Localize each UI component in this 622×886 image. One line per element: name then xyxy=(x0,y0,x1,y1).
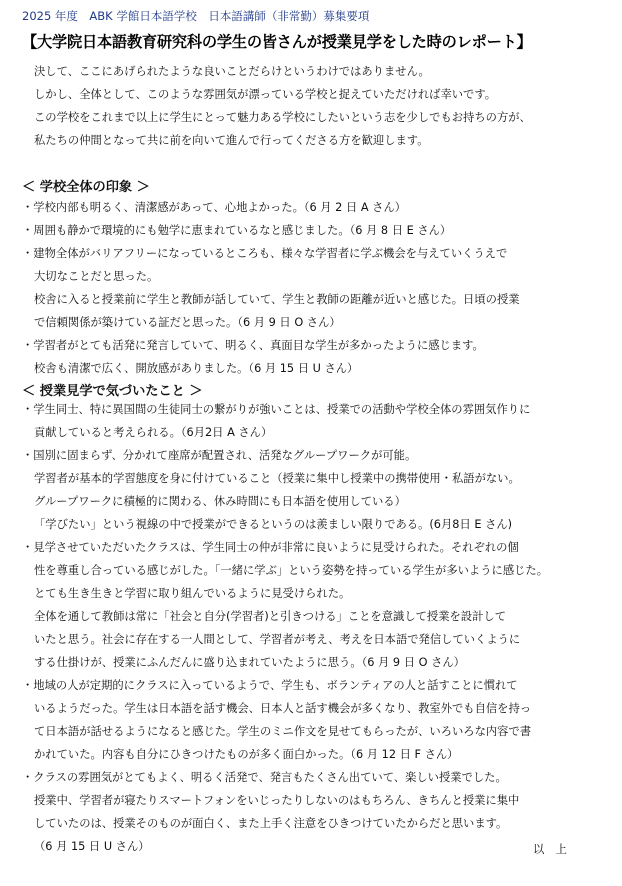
report-line: 全体を通して教師は常に「社会と自分(学習者)と引きつける」ことを意識して授業を設計して xyxy=(34,610,506,623)
report-line: で信頼関係が築けている証だと思った。（6 月 9 日 O さん） xyxy=(34,316,341,329)
report-line: グループワークに積極的に関わる、休み時間にも日本語を使用している） xyxy=(34,495,406,508)
report-line: 校舎も清潔で広く、開放感がありました。（6 月 15 日 U さん） xyxy=(34,362,359,375)
report-title: 【大学院日本語教育研究科の学生の皆さんが授業見学をした時のレポート】 xyxy=(22,33,532,51)
report-line: 「学びたい」という視線の中で授業ができるというのは羨ましい限りである。(6月8日 E さん) xyxy=(34,518,513,531)
report-line: 校舎に入ると授業前に学生と教師が話していて、学生と教師の距離が近いと感じた。日頃の授業 xyxy=(34,293,520,306)
signoff: 以 上 xyxy=(533,843,567,856)
report-line: いるようだった。学生は日本語を話す機会、日本人と話す機会が多くなり、教室外でも自信を持っ xyxy=(34,702,532,715)
intro-line: この学校をこれまで以上に学生にとって魅力ある学校にしたいという志を少しでもお持ちの方が、 xyxy=(34,111,531,124)
report-line: ・国別に固まらず、分かれて座席が配置され、活発なグループワークが可能。 xyxy=(22,449,417,462)
report-line: かれていた。内容も自分にひきつけたものが多く面白かった。（6 月 12 日 F さん） xyxy=(34,748,459,761)
report-line: していたのは、授業そのものが面白く、また上手く注意をひきつけていたからだと思います。 xyxy=(34,817,508,830)
report-line: 大切なことだと思った。 xyxy=(34,270,159,283)
intro-line: 決して、ここにあげられたような良いことだらけというわけではありません。 xyxy=(34,65,430,78)
report-line: 貢献していると考えられる。（6月2日 A さん） xyxy=(34,426,273,439)
report-line: ・周囲も静かで環境的にも勉学に恵まれているなと感じました。（6 月 8 日 E さん） xyxy=(22,224,452,237)
report-line: ・学習者がとても活発に発言していて、明るく、真面目な学生が多かったように感じます。 xyxy=(22,339,484,352)
report-line: とても生き生きと学習に取り組んでいるように見受けられた。 xyxy=(34,587,351,600)
report-line: する仕掛けが、授業にふんだんに盛り込まれていたように思う。（6 月 9 日 O さん） xyxy=(34,656,465,669)
report-line: ・学校内部も明るく、清潔感があって、心地よかった。（6 月 2 日 A さん） xyxy=(22,201,407,214)
report-line: 授業中、学習者が寝たりスマートフォンをいじったりしないのはもちろん、きちんと授業に集中 xyxy=(34,794,520,807)
report-line: ・見学させていただいたクラスは、学生同士の仲が非常に良いように見受けられた。それぞれの個 xyxy=(22,541,519,554)
intro-line: しかし、全体として、このような雰囲気が漂っている学校と捉えていただければ幸いです。 xyxy=(34,88,497,101)
report-line: て日本語が話せるようになると感じた。学生のミニ作文を見せてもらったが、いろいろな内容で書 xyxy=(34,725,532,738)
section-heading-overall-impression: ＜ 学校全体の印象 ＞ xyxy=(22,180,150,195)
intro-line: 私たちの仲間となって共に前を向いて進んで行ってくださる方を歓迎します。 xyxy=(34,134,429,147)
report-line: 性を尊重し合っている感じがした。「一緒に学ぶ」という姿勢を持っている学生が多いように感じた。 xyxy=(34,564,549,577)
report-line: ・建物全体がバリアフリーになっているところも、様々な学習者に学ぶ機会を与えていくうえで xyxy=(22,247,508,260)
section-heading-class-observation: ＜ 授業見学で気づいたこと ＞ xyxy=(22,384,203,399)
report-line: （6 月 15 日 U さん） xyxy=(34,840,150,853)
document-header: 2025 年度 ABK 学館日本語学校 日本語講師（非常勤）募集要項 xyxy=(22,9,370,23)
report-line: いたと思う。社会に存在する一人間として、学習者が考え、考えを日本語で発信していくように xyxy=(34,633,521,646)
report-line: ・地域の人が定期的にクラスに入っているようで、学生も、ボランティアの人と話すことに慣れて xyxy=(22,679,518,692)
report-line: ・クラスの雰囲気がとてもよく、明るく活発で、発言もたくさん出ていて、楽しい授業でした。 xyxy=(22,771,507,784)
report-line: 学習者が基本的学習態度を身に付けていること（授業に集中し授業中の携帯使用・私語がない。 xyxy=(34,472,520,485)
report-line: ・学生同士、特に異国間の生徒同士の繋がりが強いことは、授業での活動や学校全体の雰囲気作りに xyxy=(22,403,531,416)
